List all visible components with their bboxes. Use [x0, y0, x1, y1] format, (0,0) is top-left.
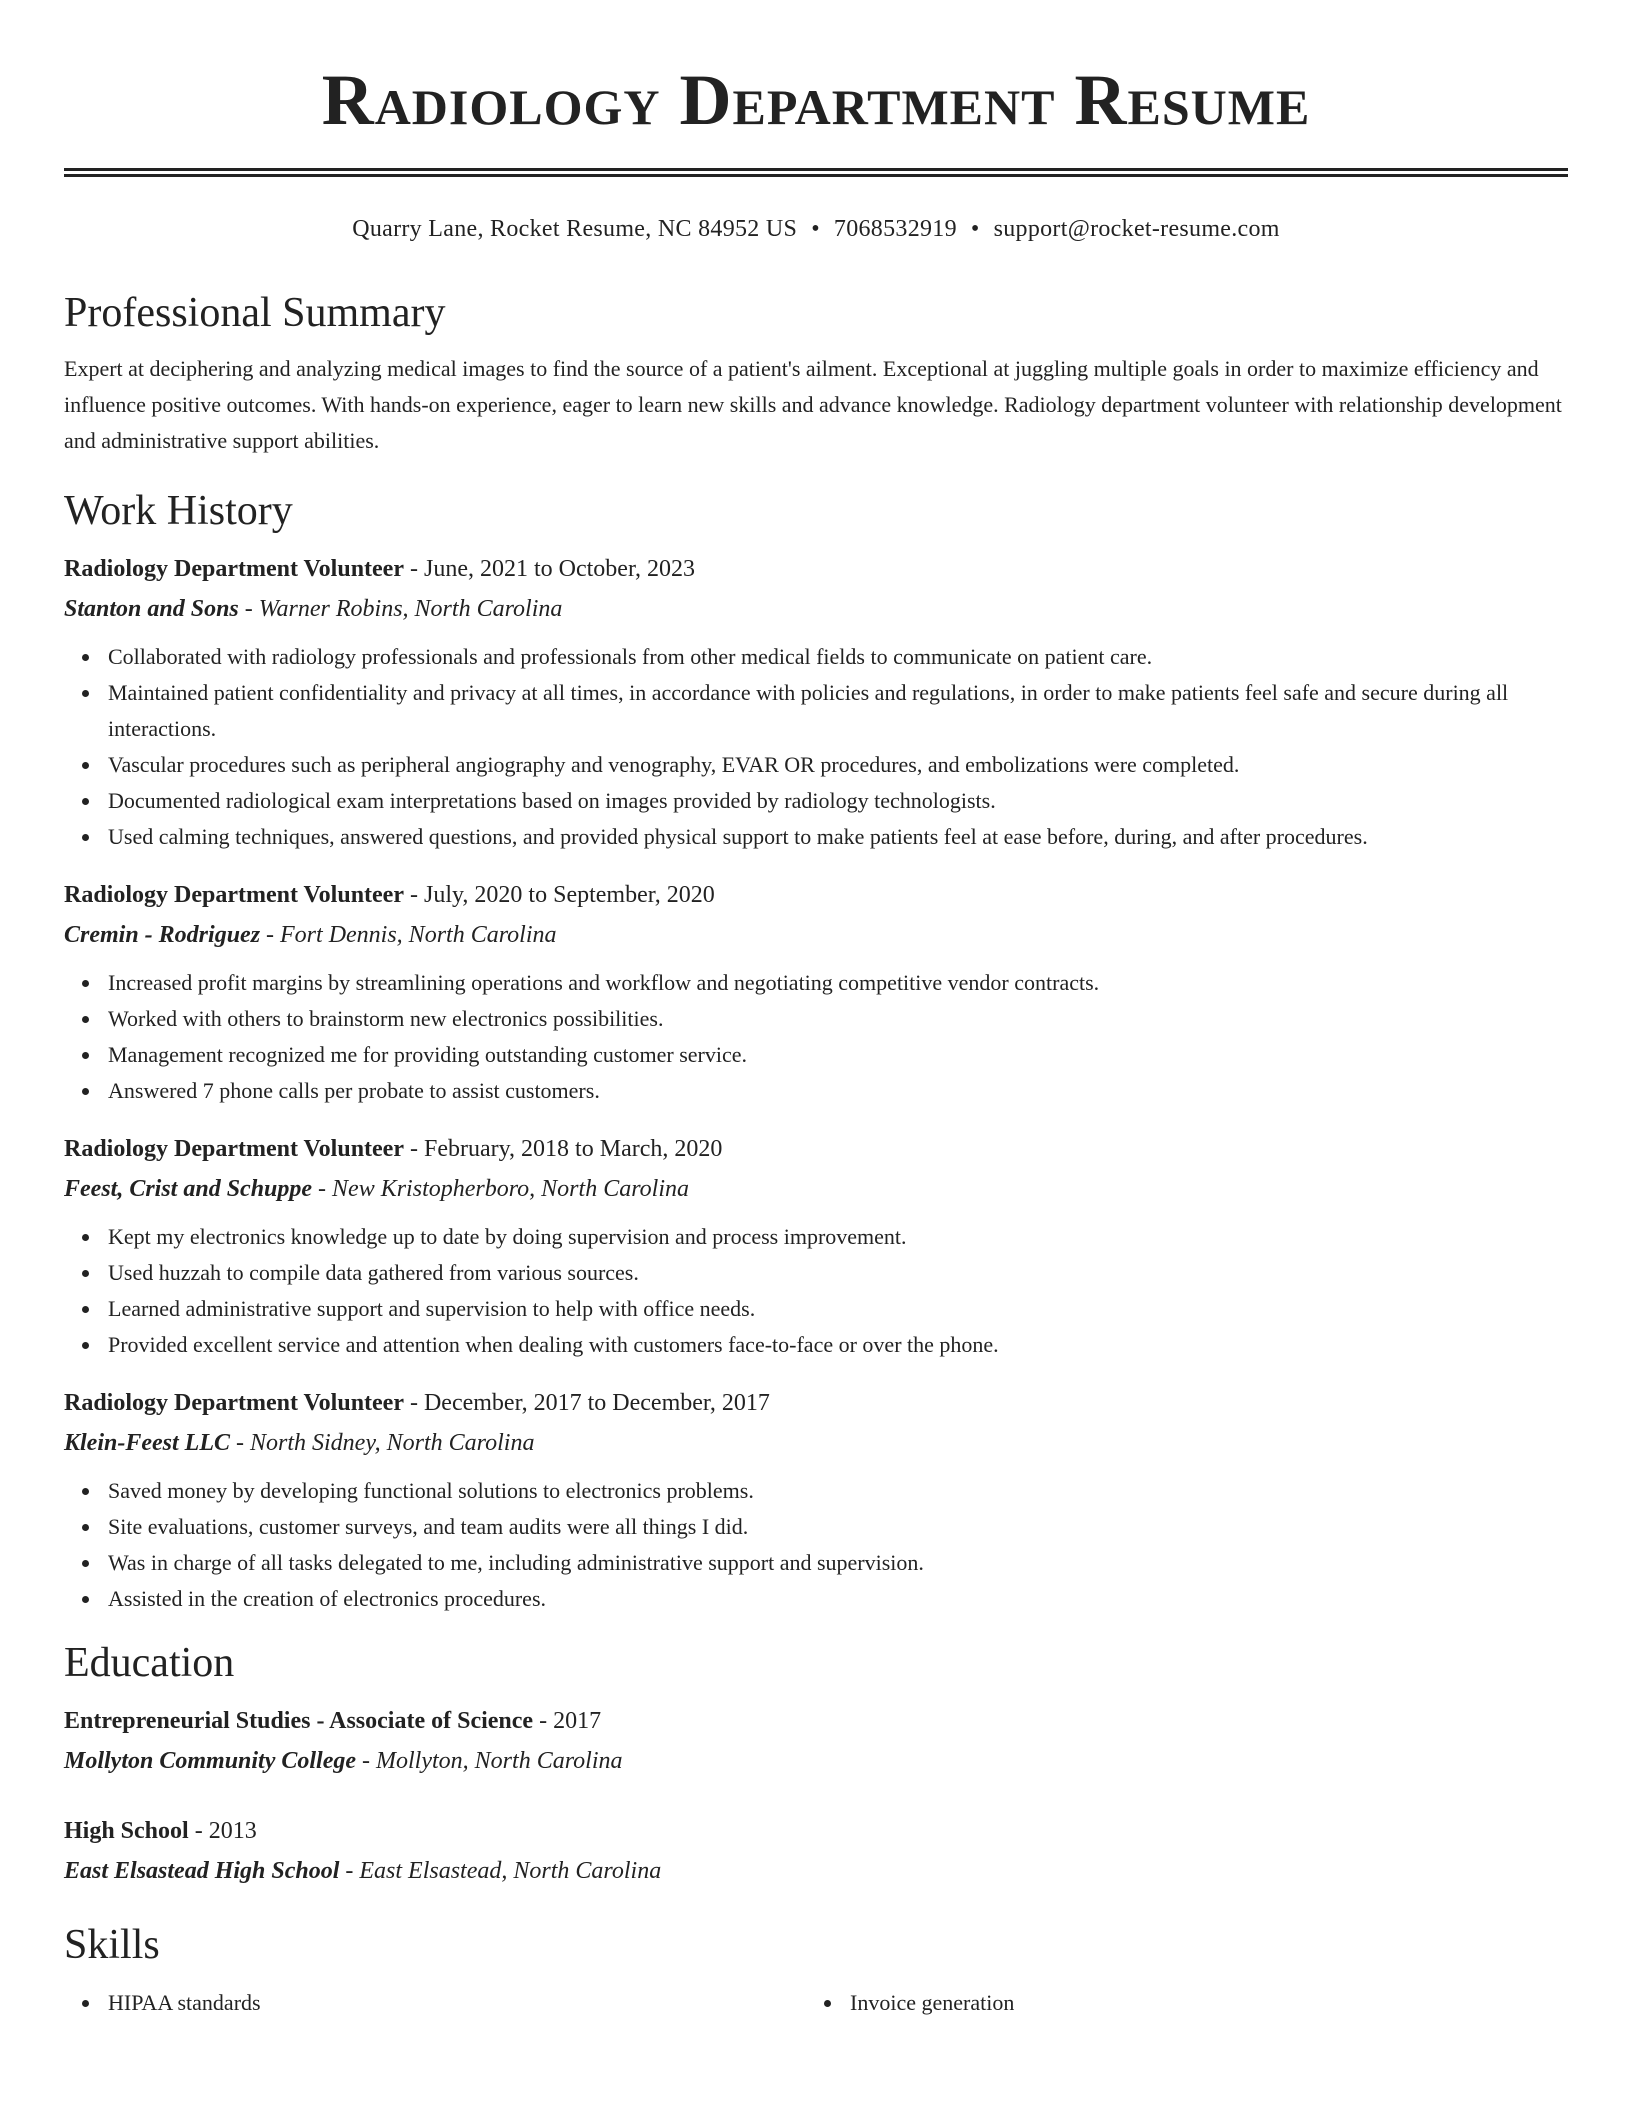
title-divider — [64, 168, 1568, 177]
job-bullet: Worked with others to brainstorm new electronics possibilities. — [108, 1001, 1568, 1037]
job-role: Radiology Department Volunteer — [64, 1136, 404, 1162]
job-bullet: Kept my electronics knowledge up to date by doing supervision and process improvement. — [108, 1219, 1568, 1255]
job-company: Cremin - Rodriguez — [64, 922, 261, 948]
job-bullet: Used calming techniques, answered questions, and provided physical support to make patients feel at ease before, during, and after procedures. — [108, 819, 1568, 855]
education-entry — [64, 1811, 1568, 1891]
job-location: - North Sidney, North Carolina — [229, 1430, 535, 1456]
summary-text: Expert at deciphering and analyzing medical images to find the source of a patient's ailment. Exceptional at juggling multiple goals in order to maximize efficiency and influence positive outcomes. With hands-on experience, eager to learn new skills and advance knowledge. Radiology department volunteer with relationship development and administrative support abilities. — [64, 356, 1562, 453]
job-location: - New Kristopherboro, North Carolina — [312, 1176, 689, 1202]
job-entry — [64, 1383, 1568, 1617]
job-location: - Warner Robins, North Carolina — [238, 596, 563, 622]
education-degree-line — [64, 1701, 1568, 1741]
job-bullet: Assisted in the creation of electronics procedures. — [108, 1581, 1568, 1617]
section-title-summary: Professional Summary — [64, 290, 446, 336]
job-bullet: Learned administrative support and supervision to help with office needs. — [108, 1291, 1568, 1327]
resume-title: Radiology Department Resume — [321, 60, 1311, 140]
education-year: - 2013 — [188, 1818, 257, 1844]
section-title-work-history: Work History — [64, 488, 293, 534]
job-bullet: Increased profit margins by streamlining operations and workflow and negotiating competitive vendor contracts. — [108, 965, 1568, 1001]
resume-page — [64, 0, 1568, 2021]
job-role: Radiology Department Volunteer — [64, 882, 404, 908]
job-bullet: Saved money by developing functional solutions to electronics problems. — [108, 1473, 1568, 1509]
job-company: Klein-Feest LLC — [64, 1430, 230, 1456]
job-bullets — [64, 965, 1568, 1109]
job-bullet: Collaborated with radiology professionals and professionals from other medical fields to communicate on patient care. — [108, 639, 1568, 675]
job-bullet: Management recognized me for providing outstanding customer service. — [108, 1037, 1568, 1073]
job-company-line — [64, 915, 1568, 955]
education-degree-line — [64, 1811, 1568, 1851]
job-title-line — [64, 1383, 1568, 1423]
job-entry — [64, 1129, 1568, 1363]
job-role: Radiology Department Volunteer — [64, 556, 404, 582]
job-dates: - July, 2020 to September, 2020 — [403, 882, 715, 908]
skill-item: Invoice generation — [850, 1985, 1550, 2021]
job-bullet: Documented radiological exam interpretations based on images provided by radiology technologists. — [108, 783, 1568, 819]
job-bullet: Answered 7 phone calls per probate to assist customers. — [108, 1073, 1568, 1109]
education-degree: High School — [64, 1818, 189, 1844]
job-bullet: Maintained patient confidentiality and privacy at all times, in accordance with policies and regulations, in order to make patients feel safe and secure during all interactions. — [108, 675, 1568, 747]
job-company-line — [64, 1169, 1568, 1209]
section-title-skills: Skills — [64, 1922, 160, 1968]
job-bullets — [64, 639, 1568, 855]
job-company: Feest, Crist and Schuppe — [64, 1176, 313, 1202]
job-bullets — [64, 1219, 1568, 1363]
education-school-line — [64, 1851, 1568, 1891]
job-title-line — [64, 875, 1568, 915]
skills-column-left — [64, 1985, 806, 2021]
job-bullet: Provided excellent service and attention when dealing with customers face-to-face or over the phone. — [108, 1327, 1568, 1363]
job-dates: - December, 2017 to December, 2017 — [403, 1390, 770, 1416]
skill-item: HIPAA standards — [108, 1985, 806, 2021]
education-location: - Mollyton, North Carolina — [356, 1748, 623, 1774]
education-school: Mollyton Community College — [64, 1748, 357, 1774]
job-company: Stanton and Sons — [64, 596, 239, 622]
job-bullet: Vascular procedures such as peripheral angiography and venography, EVAR OR procedures, and embolizations were completed. — [108, 747, 1568, 783]
contact-separator: • — [811, 216, 820, 242]
job-role: Radiology Department Volunteer — [64, 1390, 404, 1416]
job-bullet: Site evaluations, customer surveys, and team audits were all things I did. — [108, 1509, 1568, 1545]
job-location: - Fort Dennis, North Carolina — [260, 922, 557, 948]
job-bullet: Used huzzah to compile data gathered from various sources. — [108, 1255, 1568, 1291]
job-bullet: Was in charge of all tasks delegated to me, including administrative support and supervision. — [108, 1545, 1568, 1581]
education-year: - 2017 — [533, 1708, 602, 1734]
contact-line — [64, 213, 1568, 245]
job-entry — [64, 549, 1568, 855]
education-school: East Elsastead High School — [64, 1858, 340, 1884]
job-company-line — [64, 1423, 1568, 1463]
skills-column-right — [806, 1985, 1550, 2021]
skills-list — [64, 1985, 1568, 2021]
education-location: - East Elsastead, North Carolina — [339, 1858, 662, 1884]
contact-email: support@rocket-resume.com — [993, 216, 1280, 242]
education-entry — [64, 1701, 1568, 1781]
job-company-line — [64, 589, 1568, 629]
contact-address: Quarry Lane, Rocket Resume, NC 84952 US — [352, 216, 798, 242]
job-title-line — [64, 549, 1568, 589]
job-entry — [64, 875, 1568, 1109]
job-dates: - February, 2018 to March, 2020 — [403, 1136, 723, 1162]
education-degree: Entrepreneurial Studies - Associate of Science — [64, 1708, 534, 1734]
contact-separator: • — [970, 216, 980, 242]
job-dates: - June, 2021 to October, 2023 — [403, 556, 695, 582]
job-title-line — [64, 1129, 1568, 1169]
section-title-education: Education — [64, 1640, 235, 1686]
contact-phone: 7068532919 — [833, 216, 957, 242]
job-bullets — [64, 1473, 1568, 1617]
education-school-line — [64, 1741, 1568, 1781]
